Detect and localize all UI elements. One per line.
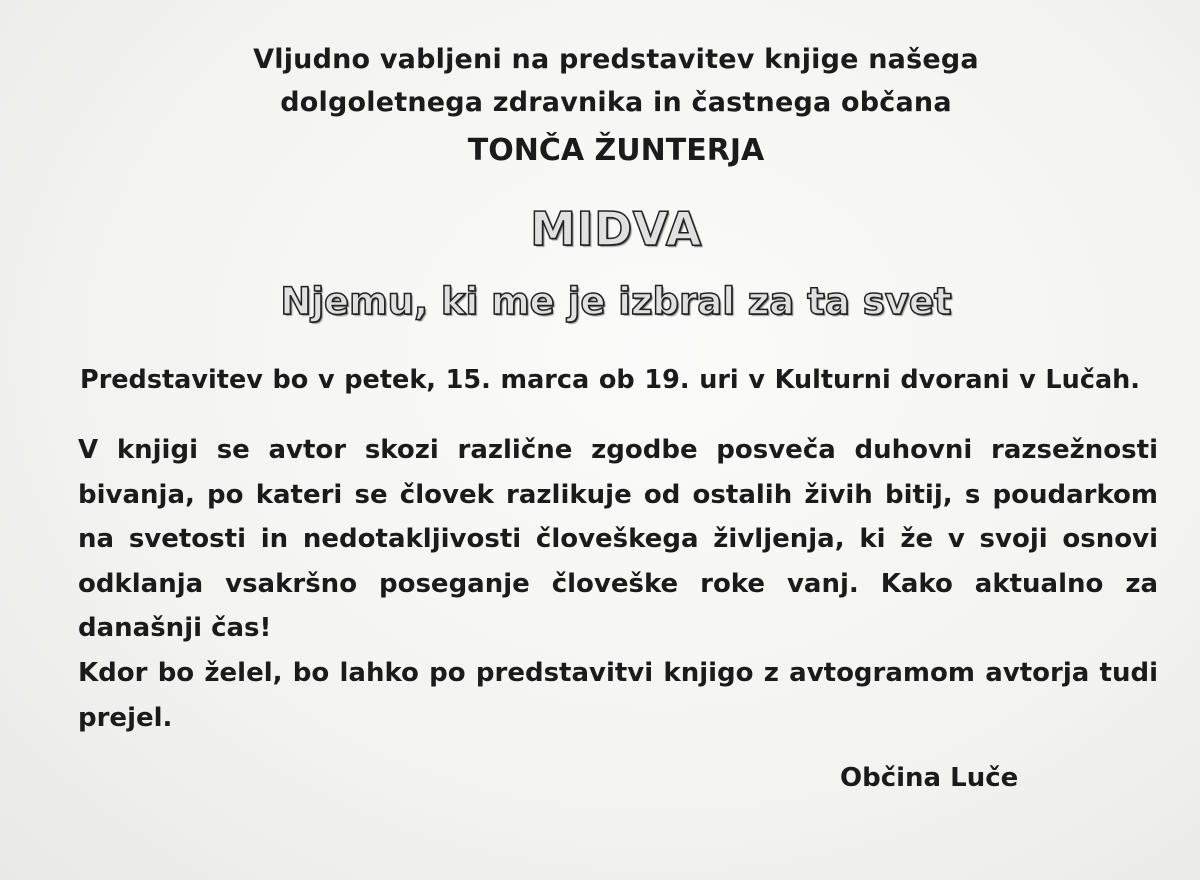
invitation-intro-line-2: dolgoletnega zdravnika in častnega občana [280,87,952,118]
signature: Občina Luče [840,763,1019,793]
invitation-intro-line-1: Vljudno vabljeni na predstavitev knjige našega [253,44,979,75]
book-subtitle: Njemu, ki me je izbral za ta svet [280,280,952,323]
book-description [78,428,1158,740]
description-paragraph: Kdor bo želel, bo lahko po predstavitvi knjigo z avtogramom avtorja tudi prejel. [78,657,1158,733]
description-paragraph: V knjigi se avtor skozi različne zgodbe posveča duhovni razsežnosti bivanja, po kateri se človek razlikuje od ostalih živih bitij, s poudarkom na svetosti in nedotakljivosti človeškega življenja, ki že v svoji osnovi odklanja vsakršno poseganje človeške roke vanj. Kako aktualno za današnji čas! [78,435,1158,644]
book-title: MIDVA [530,202,702,256]
event-details: Predstavitev bo v petek, 15. marca ob 19. uri v Kulturni dvorani v Lučah. [80,365,1140,395]
author-name: TONČA ŽUNTERJA [467,133,765,168]
